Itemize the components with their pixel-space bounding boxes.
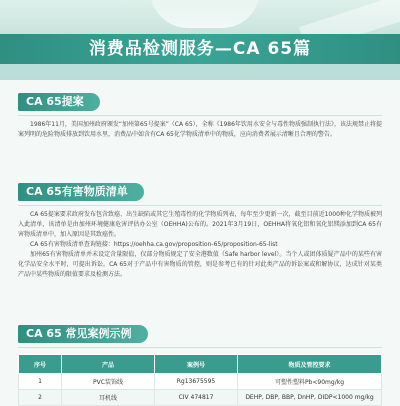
cell-index: 2 (19, 390, 62, 406)
section-ca65-proposal (18, 90, 382, 140)
section-common-cases (18, 322, 382, 406)
flask-graphic-icon (150, 0, 260, 28)
column-header-case-number: 案例号 (155, 355, 238, 374)
section-paragraph-2: 加州65有害物质清单并未设定含量限值，仅部分物质规定了安全港数值（Safe harbor level）。当个人或团体质疑产品中的某些有害化学品安全水平时，可提出诉讼。CA 65对于产品中有害物质的管控，则是参考已有的针对此类产品的诉讼案或和解协议，达成针对某类产品中某些物质的限值要求及检测方法。 (18, 251, 382, 278)
cell-requirement: DEHP, DBP, BBP, DnHP, DIDP<1000 mg/kg (238, 390, 382, 406)
cell-product: 耳机线 (62, 390, 155, 406)
section-paragraph: 1986年11月，美国加州政府颁发“加州第65号提案”（CA 65），全称《1986年饮用水安全与毒性物质强制执行法》，该法规禁止将提案列明的危险物质排放到饮用水里，消费品中如含有CA 65化学物质清单中的物质，应向消费者展示清晰且合理的警告。 (18, 121, 382, 138)
section-heading: CA 65 常见案例示例 (18, 325, 148, 343)
cell-index: 1 (19, 374, 62, 390)
cell-requirement: 可塑性塑料Pb<90mg/kg (238, 374, 382, 390)
column-header-requirement: 物质及管控要求 (238, 355, 382, 374)
table-row (19, 390, 382, 406)
cases-table (18, 354, 382, 406)
section-paragraph: CA 65提案要求政府发布包含致癌、出生缺陷或其它生殖毒性的化学物质列表，每年至少更新一次，截至目前近1000种化学物质被列入此清单，该清单是由加州环境健康危害评估办公室（OEHHA)公布的。2021年3月19日，OEHHA将氧化铝和氧化铝镁添加到CA 65有害物质清单中，加入原因是其致癌性。 (18, 211, 382, 238)
section-heading: CA 65提案 (18, 93, 100, 111)
section-heading: CA 65有害物质清单 (18, 183, 144, 201)
cell-case-number: Rg13675595 (155, 374, 238, 390)
cell-case-number: CIV 474817 (155, 390, 238, 406)
divider (18, 205, 382, 206)
query-link-line[interactable]: CA 65有害物质清单查询链接：https://oehha.ca.gov/proposition-65/proposition-65-list (30, 241, 278, 248)
page-title: 消费品检测服务—CA 65篇 (0, 34, 400, 64)
divider (18, 115, 382, 116)
cell-product: PVC装饰线 (62, 374, 155, 390)
divider (18, 347, 382, 348)
column-header-product: 产品 (62, 355, 155, 374)
section-hazard-list (18, 180, 382, 280)
table-row (19, 374, 382, 390)
column-header-index: 序号 (19, 355, 62, 374)
